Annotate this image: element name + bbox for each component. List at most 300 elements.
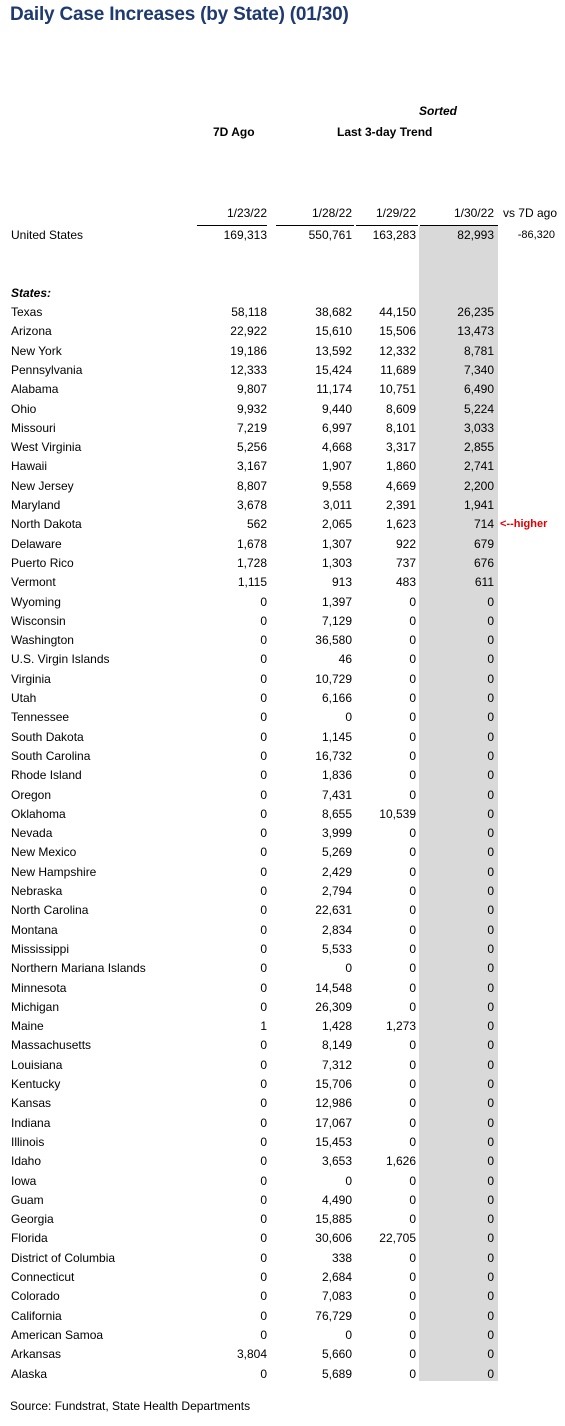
cell-1-23: 1,115	[237, 575, 267, 590]
cell-1-23: 1	[260, 1019, 267, 1034]
cell-1-23: 0	[260, 961, 267, 976]
cell-1-28: 4,490	[321, 1192, 352, 1207]
cell-1-29: 0	[409, 903, 416, 918]
row-name: Colorado	[11, 1289, 60, 1304]
cell-1-23: 0	[260, 922, 267, 937]
row-name: Maine	[11, 1019, 44, 1034]
cell-1-23: 0	[260, 748, 267, 763]
cell-1-29: 0	[409, 633, 416, 648]
cell-1-30: 6,490	[463, 382, 494, 397]
table-row	[0, 342, 565, 361]
cell-1-30: 0	[487, 864, 494, 879]
column-header-4: 1/30/22	[453, 206, 494, 220]
cell-1-28: 36,580	[315, 633, 352, 648]
cell-1-23: 3,804	[236, 1347, 267, 1362]
cell-1-30: 0	[487, 961, 494, 976]
row-name: Massachusetts	[11, 1038, 92, 1053]
table-row	[0, 689, 565, 708]
cell-1-29: 44,150	[379, 305, 416, 319]
table-row	[0, 438, 565, 457]
cell-1-30: 0	[487, 1154, 494, 1169]
cell-1-30: 0	[487, 710, 494, 725]
cell-1-30: 0	[487, 652, 494, 667]
table-row	[0, 824, 565, 843]
cell-1-29: 0	[409, 1250, 416, 1265]
cell-1-30: 0	[487, 671, 494, 686]
cell-1-28: 7,431	[321, 787, 352, 802]
table-row	[0, 766, 565, 785]
cell-1-30: 0	[487, 903, 494, 918]
row-name: Missouri	[11, 420, 56, 435]
table-row	[0, 1056, 565, 1075]
table-row	[0, 322, 565, 341]
cell-1-28: 0	[345, 1173, 352, 1188]
cell-1-23: 0	[260, 980, 267, 995]
cell-1-30: 0	[487, 806, 494, 821]
sorted-header: Sorted	[419, 104, 458, 118]
cell-1-28: 2,794	[321, 884, 352, 898]
row-name: United States	[11, 228, 84, 242]
cell-1-29: 0	[409, 941, 416, 956]
cell-1-29: 1,623	[385, 517, 416, 532]
cell-1-23: 0	[260, 729, 267, 744]
row-annotation: <--higher	[500, 518, 548, 531]
table-row	[0, 1036, 565, 1055]
cell-1-23: 5,256	[236, 440, 267, 455]
table-row	[0, 940, 565, 959]
cell-1-28: 1,397	[321, 594, 352, 609]
cell-1-23: 0	[260, 864, 267, 879]
row-name: District of Columbia	[11, 1250, 116, 1265]
cell-1-29: 0	[409, 691, 416, 705]
table-row	[0, 593, 565, 612]
cell-1-29: 15,506	[379, 324, 416, 339]
cell-1-30: 26,235	[457, 305, 494, 319]
cell-1-23: 0	[260, 1289, 267, 1304]
table-row	[0, 361, 565, 380]
table-row	[0, 786, 565, 805]
cell-1-29: 0	[409, 710, 416, 725]
table-row	[0, 747, 565, 766]
cell-1-29: 0	[409, 1173, 416, 1188]
table-row	[0, 1114, 565, 1133]
row-name: Delaware	[11, 536, 62, 551]
row-name: Connecticut	[11, 1270, 75, 1284]
row-name: Wisconsin	[11, 613, 66, 628]
cell-1-30: 0	[487, 787, 494, 802]
cell-1-29: 0	[409, 1192, 416, 1207]
cell-1-29: 0	[409, 613, 416, 628]
cell-1-30: 2,200	[463, 478, 494, 493]
cell-1-29: 0	[409, 826, 416, 841]
cell-1-23: 562	[246, 517, 267, 532]
cell-1-28: 76,729	[315, 1308, 352, 1323]
cell-1-28: 10,729	[315, 671, 352, 686]
cell-1-28: 12,986	[315, 1096, 352, 1111]
cell-1-23: 0	[260, 903, 267, 918]
cell-1-23: 22,922	[230, 324, 267, 339]
row-name: West Virginia	[11, 440, 82, 455]
cell-1-23: 0	[260, 671, 267, 686]
cell-1-23: 0	[260, 768, 267, 783]
cell-1-28: 3,999	[321, 826, 352, 841]
row-name: Arkansas	[11, 1347, 62, 1362]
cell-1-30: 0	[487, 1192, 494, 1207]
cell-1-30: 611	[474, 575, 494, 590]
table-row	[0, 863, 565, 882]
table-row	[0, 1172, 565, 1191]
row-name: California	[11, 1308, 62, 1323]
cell-1-28: 550,761	[308, 228, 352, 242]
cell-1-23: 0	[260, 1366, 267, 1381]
row-name: North Dakota	[11, 517, 82, 532]
cell-1-29: 1,273	[385, 1019, 416, 1034]
row-name: Iowa	[11, 1173, 37, 1188]
cell-1-28: 0	[345, 710, 352, 725]
cell-1-29: 0	[409, 1038, 416, 1053]
table-row	[0, 612, 565, 631]
cell-1-28: 22,631	[315, 903, 352, 918]
table-row	[0, 843, 565, 862]
cell-1-30: 0	[487, 1366, 494, 1381]
cell-1-29: 0	[409, 1270, 416, 1284]
table-row	[0, 979, 565, 998]
cell-1-23: 0	[260, 845, 267, 860]
cell-1-29: 0	[409, 1212, 416, 1227]
cell-1-29: 0	[409, 961, 416, 976]
cell-1-29: 0	[409, 1115, 416, 1130]
row-name: Utah	[11, 691, 37, 705]
cell-1-23: 0	[260, 1134, 267, 1149]
cell-1-23: 58,118	[231, 305, 267, 319]
cell-1-29: 0	[409, 1327, 416, 1342]
cell-1-23: 0	[260, 787, 267, 802]
cell-1-28: 5,269	[321, 845, 352, 860]
table-row	[0, 882, 565, 901]
cell-1-30: 0	[487, 1096, 494, 1111]
cell-1-30: 8,781	[463, 343, 494, 358]
table-row	[0, 1133, 565, 1152]
row-name: Mississippi	[11, 941, 70, 956]
row-name: South Carolina	[11, 748, 91, 763]
cell-1-29: 0	[409, 1366, 416, 1381]
table-row	[0, 1249, 565, 1268]
cell-1-29: 483	[395, 575, 416, 590]
column-header-3: 1/29/22	[375, 206, 416, 220]
cell-1-28: 0	[345, 961, 352, 976]
cell-1-23: 1,678	[236, 536, 267, 551]
cell-1-23: 0	[260, 1250, 267, 1265]
cell-1-29: 0	[409, 884, 416, 898]
table-row	[0, 805, 565, 824]
cell-1-23: 0	[260, 1057, 267, 1072]
cell-1-28: 9,558	[321, 478, 352, 493]
table-row	[0, 515, 565, 534]
row-name: Montana	[11, 922, 58, 937]
cell-1-28: 0	[345, 1327, 352, 1342]
cell-1-28: 1,907	[321, 459, 352, 474]
cell-1-23: 0	[260, 1270, 267, 1284]
cell-1-29: 8,101	[385, 420, 416, 435]
cell-1-23: 9,807	[236, 382, 267, 397]
cell-1-29: 0	[409, 1077, 416, 1091]
cell-1-28: 7,129	[321, 613, 352, 628]
table-row	[0, 303, 565, 322]
cell-1-30: 0	[487, 999, 494, 1014]
cell-1-29: 0	[409, 652, 416, 667]
cell-1-23: 0	[260, 1231, 267, 1246]
cell-1-30: 0	[487, 1212, 494, 1227]
cell-1-30: 5,224	[463, 401, 494, 416]
table-row	[0, 901, 565, 920]
table-row	[0, 728, 565, 747]
cell-1-29: 0	[409, 1057, 416, 1072]
row-name: Tennessee	[11, 710, 70, 725]
cell-1-23: 0	[260, 1115, 267, 1130]
cell-1-28: 1,145	[321, 729, 352, 744]
row-name: Illinois	[11, 1134, 45, 1149]
cell-1-28: 6,997	[321, 420, 352, 435]
cell-1-28: 5,533	[321, 941, 352, 956]
table-row	[0, 631, 565, 650]
cell-1-23: 12,333	[230, 362, 267, 377]
row-name: Texas	[11, 305, 43, 319]
column-header-5: vs 7D ago	[502, 206, 557, 220]
cell-1-29: 922	[395, 536, 416, 551]
cell-1-28: 8,655	[321, 806, 352, 821]
row-name: Puerto Rico	[11, 555, 74, 570]
cell-1-30: 7,340	[463, 362, 494, 377]
row-name: Oklahoma	[11, 806, 66, 821]
cell-1-30: 0	[487, 1327, 494, 1342]
cell-1-28: 2,684	[321, 1270, 352, 1284]
cell-1-29: 0	[409, 748, 416, 763]
cell-1-29: 0	[409, 1096, 416, 1111]
cell-vs-7d-ago: -86,320	[517, 229, 555, 241]
cell-1-29: 1,626	[385, 1154, 416, 1169]
cell-1-29: 737	[395, 555, 416, 570]
row-name: Vermont	[11, 575, 56, 590]
table-row	[0, 1307, 565, 1326]
cell-1-28: 17,067	[315, 1115, 352, 1130]
cell-1-30: 82,993	[457, 228, 494, 242]
cell-1-30: 1,941	[463, 498, 494, 512]
cell-1-29: 0	[409, 768, 416, 783]
row-name: Alaska	[11, 1366, 48, 1381]
cell-1-30: 0	[487, 845, 494, 860]
cell-1-28: 6,166	[321, 691, 352, 705]
cell-1-28: 14,548	[315, 980, 352, 995]
table-row	[0, 1094, 565, 1113]
cell-1-23: 0	[260, 1192, 267, 1207]
cell-1-23: 19,186	[230, 343, 267, 358]
cell-1-29: 0	[409, 1347, 416, 1362]
cell-1-28: 38,682	[315, 305, 352, 319]
table-row	[0, 1287, 565, 1306]
cell-1-28: 8,149	[321, 1038, 352, 1053]
cell-1-23: 0	[260, 691, 267, 705]
row-name: Arizona	[11, 324, 52, 339]
cell-1-28: 15,885	[315, 1212, 352, 1227]
cell-1-29: 8,609	[385, 401, 416, 416]
cell-1-23: 0	[260, 1154, 267, 1169]
cell-1-28: 1,307	[321, 536, 352, 551]
row-name: New Hampshire	[11, 864, 97, 879]
cell-1-29: 0	[409, 845, 416, 860]
cell-1-23: 3,167	[236, 459, 267, 474]
cell-1-30: 0	[487, 1019, 494, 1034]
cell-1-29: 2,391	[385, 498, 416, 512]
cell-1-30: 0	[487, 691, 494, 705]
cell-1-28: 5,689	[321, 1366, 352, 1381]
cell-1-30: 0	[487, 613, 494, 628]
row-name: Rhode Island	[11, 768, 82, 783]
cell-1-23: 0	[260, 652, 267, 667]
trend-header: Last 3-day Trend	[337, 125, 433, 139]
row-name: American Samoa	[11, 1327, 104, 1342]
table-row	[0, 1268, 565, 1287]
row-name: Wyoming	[11, 594, 61, 609]
cell-1-30: 0	[487, 922, 494, 937]
cell-1-28: 9,440	[321, 401, 352, 416]
cell-1-23: 0	[260, 1038, 267, 1053]
cell-1-28: 16,732	[315, 748, 352, 763]
cell-1-23: 0	[260, 710, 267, 725]
cell-1-28: 4,668	[321, 440, 352, 455]
table-row	[0, 535, 565, 554]
cell-1-29: 0	[409, 999, 416, 1014]
cell-1-28: 30,606	[315, 1231, 352, 1246]
cell-1-23: 1,728	[236, 555, 267, 570]
cell-1-30: 0	[487, 1134, 494, 1149]
cell-1-30: 0	[487, 1038, 494, 1053]
cell-1-30: 0	[487, 1173, 494, 1188]
cell-1-30: 679	[473, 536, 494, 551]
cell-1-30: 0	[487, 826, 494, 841]
cell-1-30: 0	[487, 1057, 494, 1072]
table-row	[0, 419, 565, 438]
row-name: Florida	[11, 1231, 48, 1246]
cell-1-29: 4,669	[385, 478, 416, 493]
cell-1-23: 0	[260, 1096, 267, 1111]
cell-1-29: 3,317	[385, 440, 416, 455]
cell-1-30: 714	[473, 517, 494, 532]
row-name: Pennsylvania	[11, 362, 83, 377]
cell-1-30: 0	[487, 1115, 494, 1130]
cell-1-30: 0	[487, 1250, 494, 1265]
cell-1-23: 0	[260, 806, 267, 821]
row-name: South Dakota	[11, 729, 84, 744]
row-name: Georgia	[11, 1212, 54, 1227]
seven-day-ago-header: 7D Ago	[213, 125, 255, 139]
cell-1-30: 0	[487, 633, 494, 648]
cell-1-28: 15,610	[315, 324, 352, 339]
row-name: New Jersey	[11, 478, 74, 493]
cell-1-28: 46	[338, 652, 352, 667]
row-name: Indiana	[11, 1115, 51, 1130]
cell-1-28: 1,303	[321, 555, 352, 570]
row-name: Nevada	[11, 826, 53, 841]
row-name: Ohio	[11, 401, 37, 416]
row-name: North Carolina	[11, 903, 89, 918]
cell-1-29: 0	[409, 1134, 416, 1149]
table-row	[0, 959, 565, 978]
cell-1-30: 2,741	[463, 459, 494, 474]
cell-1-29: 163,283	[372, 228, 416, 242]
states-label: States:	[11, 286, 52, 300]
cell-1-23: 0	[260, 884, 267, 898]
table-row	[0, 670, 565, 689]
cell-1-29: 0	[409, 1289, 416, 1304]
column-header-1: 1/23/22	[226, 206, 267, 220]
cell-1-30: 0	[487, 729, 494, 744]
table-row	[0, 457, 565, 476]
row-name: U.S. Virgin Islands	[11, 652, 110, 667]
cell-1-28: 2,429	[321, 864, 352, 879]
row-name: Maryland	[11, 498, 61, 512]
table-row	[0, 477, 565, 496]
cell-1-23: 0	[260, 826, 267, 841]
table-row	[0, 708, 565, 727]
cell-1-29: 0	[409, 594, 416, 609]
cell-1-28: 26,309	[315, 999, 352, 1014]
row-name: New York	[11, 343, 62, 358]
cell-1-23: 8,807	[236, 478, 267, 493]
cell-1-30: 0	[487, 941, 494, 956]
cell-1-23: 9,932	[236, 401, 267, 416]
cell-1-23: 3,678	[236, 498, 267, 512]
cell-1-30: 0	[487, 1289, 494, 1304]
table-row	[0, 1365, 565, 1384]
cell-1-28: 5,660	[321, 1347, 352, 1362]
row-name: Oregon	[11, 787, 52, 802]
cell-1-28: 15,706	[315, 1077, 352, 1091]
cell-1-23: 0	[260, 1077, 267, 1091]
row-name: Hawaii	[11, 459, 48, 474]
cell-1-30: 0	[487, 1347, 494, 1362]
cell-1-29: 0	[409, 671, 416, 686]
table-row	[0, 650, 565, 669]
table-row	[0, 496, 565, 515]
cell-1-28: 13,592	[315, 343, 352, 358]
cell-1-30: 3,033	[463, 420, 494, 435]
cell-1-23: 0	[260, 613, 267, 628]
cell-1-29: 22,705	[379, 1231, 416, 1246]
table-row	[0, 1191, 565, 1210]
table-row	[0, 1345, 565, 1364]
cell-1-29: 0	[409, 980, 416, 995]
cell-1-29: 0	[409, 864, 416, 879]
cell-1-23: 0	[260, 1327, 267, 1342]
cell-1-23: 169,313	[223, 228, 267, 242]
row-name: Minnesota	[11, 980, 67, 995]
table-row	[0, 380, 565, 399]
cell-1-23: 0	[260, 941, 267, 956]
cell-1-28: 7,312	[321, 1057, 352, 1072]
cell-1-28: 11,174	[316, 382, 352, 397]
table-row	[0, 573, 565, 592]
cell-1-28: 2,065	[321, 517, 352, 532]
table-row	[0, 554, 565, 573]
cell-1-30: 13,473	[457, 324, 494, 339]
table-row	[0, 921, 565, 940]
row-name: Washington	[11, 633, 74, 648]
cell-1-28: 2,834	[321, 922, 352, 937]
cell-1-28: 15,424	[315, 362, 352, 377]
cell-1-29: 12,332	[379, 343, 416, 358]
table-row	[0, 1152, 565, 1171]
cell-1-30: 0	[487, 1270, 494, 1284]
